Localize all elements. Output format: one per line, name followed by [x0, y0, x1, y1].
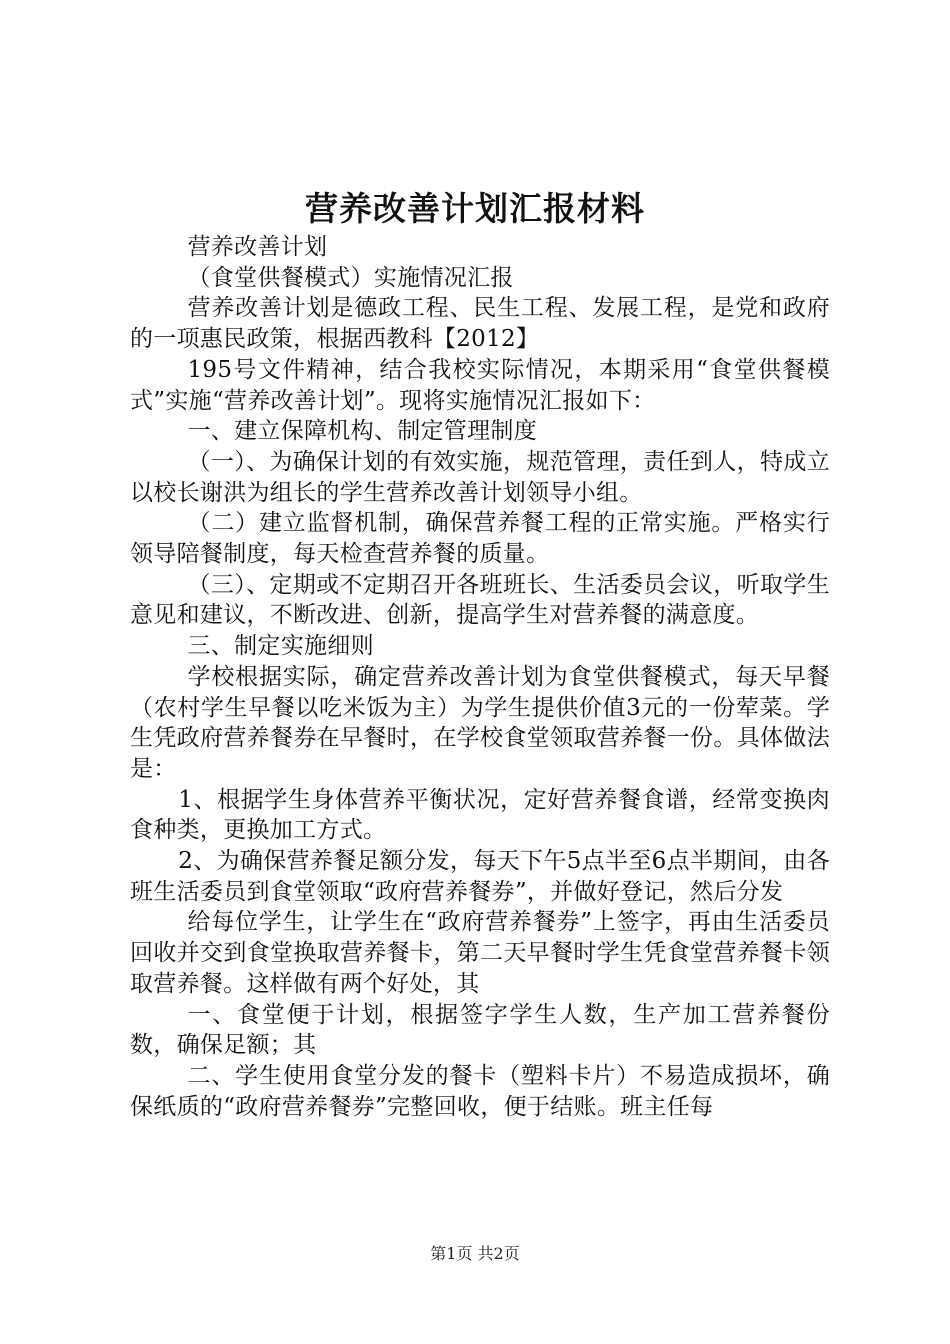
paragraph: 学校根据实际，确定营养改善计划为食堂供餐模式，每天早餐（农村学生早餐以吃米饭为主）为学生提供价值3元的一份荤菜。学生凭政府营养餐券在早餐时，在学校食堂领取营养餐一份。具体做法是： [130, 663, 830, 782]
paragraph: （三）、定期或不定期召开各班班长、生活委员会议，听取学生意见和建议，不断改进、创新，提高学生对营养餐的满意度。 [130, 571, 830, 629]
page-footer: 第1页 共2页 [430, 1244, 520, 1263]
paragraph: （一）、为确保计划的有效实施，规范管理，责任到人，特成立以校长谢洪为组长的学生营养改善计划领导小组。 [130, 448, 830, 506]
paragraph: 195号文件精神，结合我校实际情况，本期采用“食堂供餐模式”实施“营养改善计划”。现将实施情况汇报如下： [130, 356, 830, 414]
paragraph: 营养改善计划 [187, 234, 328, 260]
document-body [130, 232, 830, 1122]
paragraph: 营养改善计划是德政工程、民生工程、发展工程，是党和政府的一项惠民政策，根据西教科【2012】 [130, 295, 830, 353]
document-title: 营养改善计划汇报材料 [305, 189, 645, 228]
paragraph: 1、根据学生身体营养平衡状况，定好营养餐食谱，经常变换肉食种类，更换加工方式。 [130, 786, 830, 844]
paragraph: 一、食堂便于计划，根据签字学生人数，生产加工营养餐份数，确保足额；其 [130, 1001, 830, 1059]
paragraph: 2、为确保营养餐足额分发，每天下午5点半至6点半期间，由各班生活委员到食堂领取“政府营养餐券”，并做好登记，然后分发 [130, 848, 830, 905]
section-heading: 一、建立保障机构、制定管理制度 [187, 418, 537, 445]
paragraph: 二、学生使用食堂分发的餐卡（塑料卡片）不易造成损坏，确保纸质的“政府营养餐券”完整回收，便于结账。班主任每 [130, 1062, 830, 1120]
paragraph: 给每位学生，让学生在“政府营养餐券”上签字，再由生活委员回收并交到食堂换取营养餐卡，第二天早餐时学生凭食堂营养餐卡领取营养餐。这样做有两个好处，其 [130, 909, 830, 997]
paragraph: （食堂供餐模式）实施情况汇报 [187, 264, 514, 291]
section-heading: 三、制定实施细则 [187, 633, 374, 660]
paragraph: （二）建立监督机制，确保营养餐工程的正常实施。严格实行领导陪餐制度，每天检查营养餐的质量。 [130, 510, 830, 568]
